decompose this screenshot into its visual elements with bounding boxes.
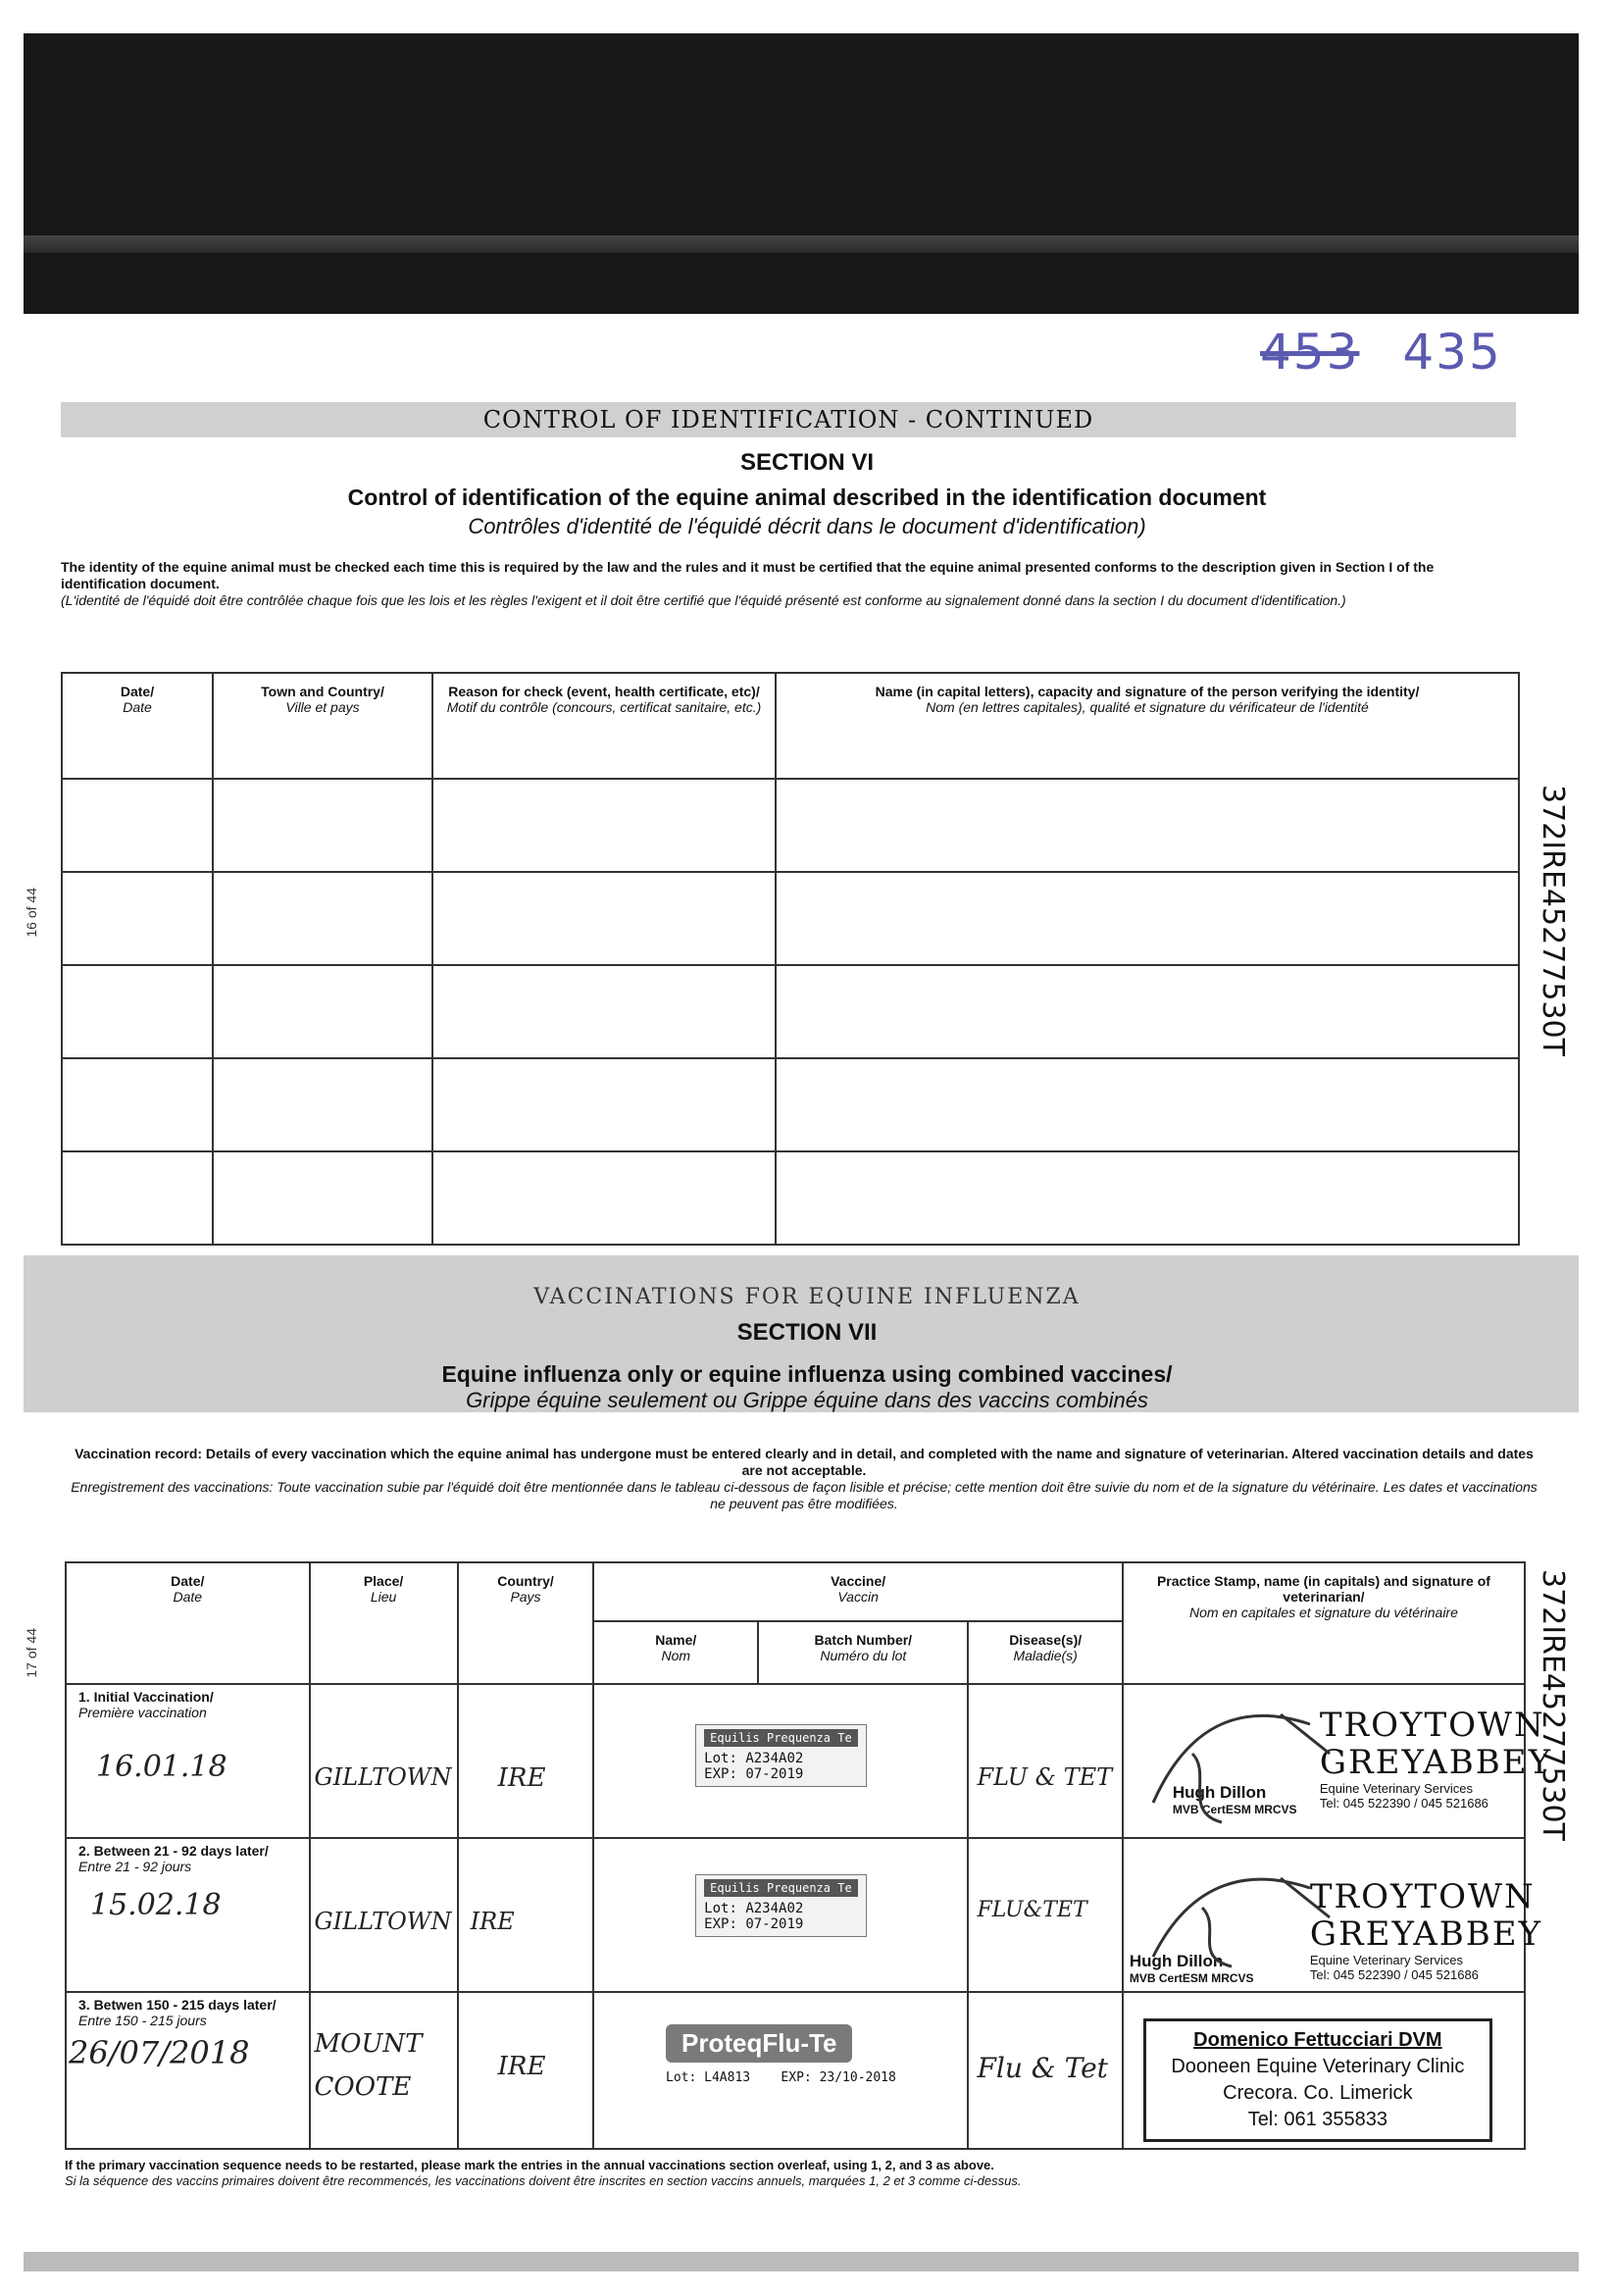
vac-row-label: 1. Initial Vaccination/ Première vaccination [78,1689,214,1720]
practice-name: TROYTOWN [1309,1877,1536,1916]
section7-record-text [69,1446,1539,1512]
col-disease: Disease(s)/ Maladie(s) [968,1621,1122,1684]
vet-stamp-address: Crecora. Co. Limerick [1223,2082,1413,2104]
vac-place: GILLTOWN [314,1763,452,1791]
vac-sticker-cell [593,1684,968,1838]
vac-country-cell [458,1684,594,1838]
col-vac-country: Country/ Pays [458,1562,594,1684]
practice-name-2: GREYABBEY [1309,1914,1543,1954]
vet-quals: MVB CertESM MRCVS [1172,1803,1297,1816]
vet-stamp-box [1143,2018,1492,2142]
vaccine-sticker [695,1874,867,1937]
practice-tel: Tel: 045 522390 / 045 521686 [1319,1796,1488,1811]
expiry-prefix: EXP: [704,1766,737,1782]
table-row [62,779,1519,872]
footnote [65,2158,1021,2189]
vac-disease-cell [968,1684,1122,1838]
vac-disease: Flu & Tet [977,2052,1108,2084]
current-reference: 435 [1402,324,1502,381]
page-number: 16 of 44 [24,888,39,938]
vac-disease-cell [968,1838,1122,1992]
vac-place: MOUNT COOTE [314,2029,423,2102]
batch-expiry: 23/10-2018 [819,2070,896,2085]
vac-date-cell [66,1684,310,1838]
vet-stamp-tel: Tel: 061 355833 [1247,2109,1388,2130]
side-id-upper: 372IRE45277530T [1536,785,1570,1056]
vac-date-cell [66,1838,310,1992]
record-fr: Enregistrement des vaccinations: Toute vaccination subie par l'équidé doit être mentionnée dans le tableau ci-dessous de façon lisible et précise; cette mention doit être suivie du nom et de la signature du vétérinaire. Les dates et vaccinations ne peuvent pas être modifiées. [71,1479,1538,1511]
col-vac-place: Place/ Lieu [310,1562,458,1684]
vac-country: IRE [497,2052,546,2081]
vac-date: 16.01.18 [96,1750,227,1784]
practice-stamp-cell [1123,1684,1553,1838]
side-id-lower: 372IRE45277530T [1536,1569,1570,1841]
vac-place: GILLTOWN [314,1908,452,1935]
vac-sticker-cell [593,1992,968,2149]
vet-name: Hugh Dillon [1172,1783,1267,1802]
bottom-bar [24,2252,1579,2271]
expiry-prefix: EXP: [781,2070,812,2085]
vaccine-sticker [666,2024,896,2085]
signature-horse-icon [1134,1695,1349,1832]
vac-row-label: 2. Between 21 - 92 days later/ Entre 21 - 92 jours [78,1843,269,1874]
vac-country-cell [458,1992,594,2149]
page-number-lower: 17 of 44 [24,1628,39,1678]
redacted-area-stripe [24,235,1579,253]
vaccination-row [66,1684,1525,1838]
lot-prefix: Lot: [704,1901,737,1916]
practice-sub: Equine Veterinary Services [1309,1953,1463,1967]
vac-country: IRE [497,1763,546,1793]
struck-reference: 453 [1260,324,1360,381]
footnote-en: If the primary vaccination sequence needs to be restarted, please mark the entries in the annual vaccinations section overleaf, using 1, 2, and 3 as above. [65,2158,994,2172]
vac-place-cell [310,1684,458,1838]
section7-subtitle-en: Equine influenza only or equine influenza using combined vaccines/ [441,1361,1173,1387]
signature-horse-icon [1134,1859,1349,1976]
lot-prefix: Lot: [704,1751,737,1766]
section6-title: SECTION VI [739,449,875,476]
section7-banner: VACCINATIONS FOR EQUINE INFLUENZA [533,1285,1081,1309]
footnote-fr: Si la séquence des vaccins primaires doivent être recommencés, les vaccinations doivent être inscrites en section vaccins annuels, marquées 1, 2 et 3 comme ci-dessus. [65,2173,1022,2188]
record-en: Vaccination record: Details of every vaccination which the equine animal has undergone must be entered clearly and in detail, and completed with the name and signature of veterinarian. Altered vaccination details and dates are not acceptable. [75,1446,1534,1478]
vac-date-cell [66,1992,310,2149]
vaccine-label: ProteqFlu-Te [666,2024,852,2063]
section6-subtitle-en: Control of identification of the equine animal described in the identification document [347,485,1267,510]
vac-disease-cell [968,1992,1122,2149]
instructions-en: The identity of the equine animal must be checked each time this is required by the law and the rules and it must be certified that the equine animal presented conforms to the description given in Section I of the identification document. [61,559,1435,591]
vac-date: 15.02.18 [90,1888,222,1922]
section7-subtitle-fr: Grippe équine seulement ou Grippe équine dans des vaccins combinés [466,1388,1148,1412]
vac-sticker-cell [593,1838,968,1992]
identity-check-table [61,672,1520,1246]
col-vaccine-name: Name/ Nom [593,1621,758,1684]
practice-name: TROYTOWN [1319,1706,1545,1745]
vac-date: 26/07/2018 [69,2034,250,2071]
section6-banner: CONTROL OF IDENTIFICATION - CONTINUED [61,402,1516,437]
col-vaccine: Vaccine/ Vaccin [593,1562,1122,1621]
practice-stamp [1320,1707,1552,1811]
vac-country: IRE [470,1908,515,1935]
redacted-area [24,33,1579,314]
practice-tel: Tel: 045 522390 / 045 521686 [1309,1967,1479,1982]
table-row [62,965,1519,1058]
col-practice-stamp: Practice Stamp, name (in capitals) and signature of veterinarian/ Nom en capitales et signature du vétérinaire [1123,1562,1525,1684]
vac-country-cell [458,1838,594,1992]
practice-sub: Equine Veterinary Services [1319,1781,1473,1796]
col-town-country: Town and Country/ Ville et pays [213,673,432,779]
vet-quals: MVB CertESM MRCVS [1129,1971,1254,1985]
practice-stamp-cell [1123,1838,1543,1992]
col-verifier: Name (in capital letters), capacity and signature of the person verifying the identity/ Nom (en lettres capitales), qualité et signature du vérificateur de l'identité [776,673,1519,779]
table-row [62,872,1519,965]
vac-place-cell [310,1838,458,1992]
vac-disease: FLU & TET [977,1763,1113,1791]
batch-number: A234A02 [745,1901,804,1916]
lot-prefix: Lot: [666,2070,697,2085]
section7-title: SECTION VII [736,1319,878,1346]
section6-instructions [61,559,1473,609]
vaccination-row [66,1992,1525,2149]
practice-stamp-cell [1123,1992,1525,2149]
table-row [62,1058,1519,1151]
reference-number [1260,324,1502,381]
vaccination-row [66,1838,1525,1992]
col-batch-number: Batch Number/ Numéro du lot [758,1621,968,1684]
vet-stamp-clinic: Dooneen Equine Veterinary Clinic [1171,2056,1465,2077]
vet-name: Hugh Dillon [1129,1952,1224,1970]
col-reason: Reason for check (event, health certificate, etc)/ Motif du contrôle (concours, certificat sanitaire, etc.) [432,673,776,779]
section6-subtitle-fr: Contrôles d'identité de l'équidé décrit dans le document d'identification) [468,514,1146,538]
vac-disease: FLU&TET [977,1898,1087,1922]
vaccine-label: Equilis Prequenza Te [704,1729,858,1747]
batch-expiry: 07-2019 [745,1916,804,1932]
batch-expiry: 07-2019 [745,1766,804,1782]
vac-place-cell [310,1992,458,2149]
instructions-fr: (L'identité de l'équidé doit être contrôlée chaque fois que les lois et les règles l'exigent et il doit être certifié que l'équidé présenté est conforme au signalement donné dans la section I du document d'identification.) [61,592,1346,608]
practice-name-2: GREYABBEY [1319,1743,1553,1782]
vet-stamp-name: Domenico Fettucciari DVM [1193,2029,1442,2051]
col-vac-date: Date/ Date [66,1562,310,1684]
batch-number: L4A813 [704,2070,751,2085]
vaccine-label: Equilis Prequenza Te [704,1879,858,1897]
vac-row-label: 3. Betwen 150 - 215 days later/ Entre 150 - 215 jours [78,1997,277,2028]
vaccine-sticker [695,1724,867,1787]
batch-number: A234A02 [745,1751,804,1766]
table-row [62,1151,1519,1245]
col-date: Date/ Date [62,673,213,779]
expiry-prefix: EXP: [704,1916,737,1932]
